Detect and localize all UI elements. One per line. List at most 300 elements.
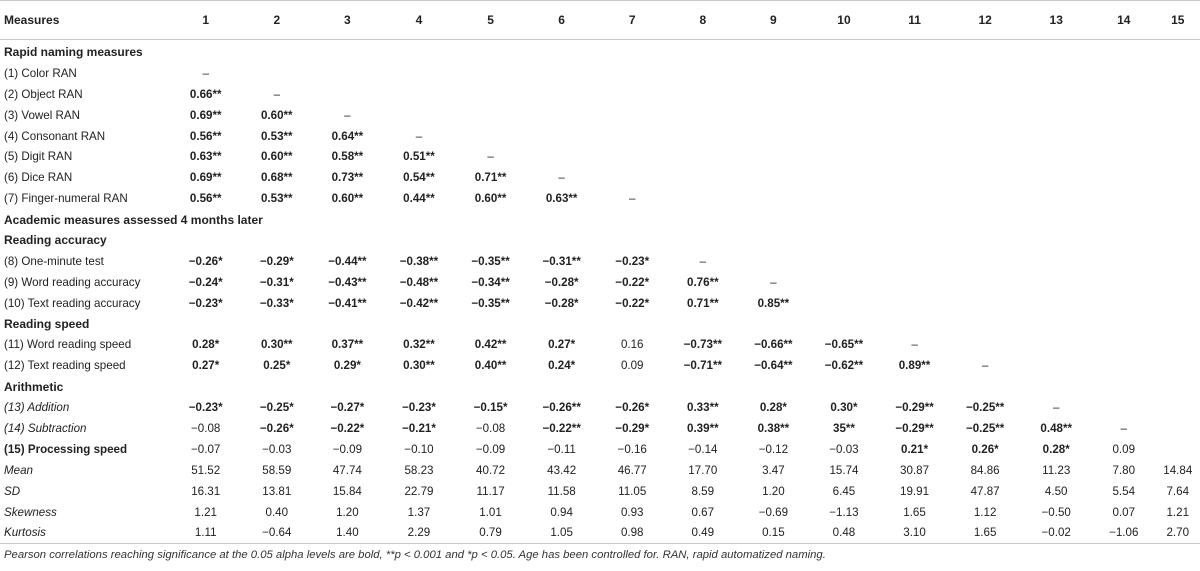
table-cell	[597, 63, 668, 84]
section-title: Reading accuracy	[4, 233, 107, 248]
stat-cell: −1.06	[1092, 522, 1156, 543]
stat-cell: 46.77	[617, 463, 647, 477]
stat-cell: 6.45	[832, 484, 856, 498]
table-cell: 0.68**	[260, 171, 293, 185]
header-col-2: 2	[242, 1, 312, 40]
table-cell	[738, 167, 809, 188]
table-cell: −0.65**	[824, 338, 864, 352]
table-cell: 0.39**	[687, 421, 719, 435]
table-cell: −0.12	[758, 442, 789, 456]
table-cell	[950, 334, 1021, 355]
table-cell	[950, 63, 1021, 84]
table-cell: −0.26*	[259, 421, 294, 435]
header-col-10: 10	[809, 1, 880, 40]
table-cell: −0.29*	[259, 254, 294, 268]
table-cell: 0.64**	[331, 129, 364, 143]
table-cell: −0.26*	[188, 254, 223, 268]
table-cell	[455, 126, 527, 147]
table-cell: 0.58**	[331, 150, 364, 164]
table-cell: −0.26**	[542, 401, 581, 415]
table-cell	[1092, 105, 1156, 126]
stat-cell: −0.69	[758, 505, 789, 519]
table-row	[0, 167, 1200, 188]
table-cell	[1092, 251, 1156, 272]
table-cell	[383, 105, 455, 126]
section-title: Reading speed	[4, 317, 90, 332]
stat-cell: 2.70	[1156, 522, 1200, 543]
header-col-6: 6	[526, 1, 597, 40]
table-cell	[1092, 355, 1156, 376]
table-cell	[809, 251, 880, 272]
table-cell	[1092, 126, 1156, 147]
table-cell	[1156, 334, 1200, 355]
stat-cell: 7.80	[1112, 463, 1136, 477]
table-cell: −0.25**	[965, 401, 1005, 415]
table-cell	[950, 126, 1021, 147]
table-row	[0, 334, 1200, 355]
table-cell	[597, 167, 668, 188]
stat-cell: 11.05	[618, 484, 647, 498]
stat-cell: 43.42	[547, 463, 577, 477]
table-cell	[1020, 188, 1092, 209]
table-cell: –	[487, 150, 494, 164]
table-cell	[1156, 251, 1200, 272]
stat-cell: 1.11	[169, 522, 242, 543]
table-cell: −0.27*	[330, 401, 365, 415]
table-cell	[1156, 355, 1200, 376]
header-col-13: 13	[1020, 1, 1092, 40]
table-cell	[1020, 126, 1092, 147]
table-cell: 0.89**	[898, 359, 931, 373]
table-row	[0, 63, 1200, 84]
table-cell: 0.56**	[189, 192, 222, 206]
table-cell	[1156, 105, 1200, 126]
table-cell: −0.03	[262, 442, 292, 456]
table-cell: −0.22*	[615, 296, 650, 310]
table-cell	[1020, 293, 1092, 314]
table-cell	[668, 167, 739, 188]
table-cell	[1156, 84, 1200, 105]
table-cell	[1156, 146, 1200, 167]
table-cell	[738, 126, 809, 147]
table-cell: −0.15*	[473, 401, 508, 415]
table-cell: 0.54**	[403, 171, 435, 185]
table-cell: 0.37**	[331, 338, 364, 352]
table-cell: 0.63**	[189, 150, 222, 164]
table-cell: −0.29**	[895, 401, 934, 415]
stat-cell: 51.52	[191, 463, 221, 477]
stat-cell: 1.65	[903, 505, 926, 519]
table-cell	[809, 105, 880, 126]
table-cell: 0.44**	[403, 192, 435, 206]
stat-cell: 1.37	[407, 505, 431, 519]
stat-cell: 1.01	[479, 505, 502, 519]
row-label: (15) Processing speed	[4, 442, 128, 456]
stat-label: Skewness	[4, 505, 57, 519]
table-cell	[526, 63, 597, 84]
stat-cell: 0.98	[597, 522, 668, 543]
table-cell: −0.42**	[399, 296, 439, 310]
table-cell: −0.48**	[399, 275, 439, 289]
table-cell	[1092, 188, 1156, 209]
table-cell: −0.08	[191, 421, 221, 435]
table-cell: 0.28*	[1042, 442, 1070, 456]
table-cell	[809, 126, 880, 147]
row-label: (8) One-minute test	[4, 254, 104, 268]
table-cell	[809, 272, 880, 293]
table-cell: −0.29*	[615, 421, 650, 435]
table-cell	[738, 146, 809, 167]
table-cell	[950, 84, 1021, 105]
table-cell	[1092, 84, 1156, 105]
table-cell: 0.30**	[403, 359, 435, 373]
stat-cell: −0.64	[242, 522, 312, 543]
table-cell: −0.28*	[544, 275, 579, 289]
table-cell	[1020, 146, 1092, 167]
stat-cell: 11.23	[1042, 463, 1071, 477]
table-cell: −0.29**	[895, 421, 934, 435]
table-cell	[1156, 63, 1200, 84]
stat-row	[0, 481, 1200, 502]
stat-cell: 11.58	[547, 484, 576, 498]
table-cell: −0.07	[191, 442, 221, 456]
table-cell: 0.09	[1112, 442, 1136, 456]
table-cell: −0.38**	[399, 254, 439, 268]
table-cell	[455, 84, 527, 105]
table-cell	[526, 126, 597, 147]
stat-cell: 2.29	[383, 522, 455, 543]
stat-cell: 1.05	[526, 522, 597, 543]
table-cell	[879, 63, 950, 84]
table-header	[0, 1, 1200, 40]
table-cell	[668, 188, 739, 209]
header-col-1: 1	[169, 1, 242, 40]
stat-cell: 0.15	[738, 522, 809, 543]
table-cell: 0.66**	[189, 87, 222, 101]
table-cell: −0.24*	[188, 275, 223, 289]
stat-cell: 7.64	[1166, 484, 1190, 498]
table-cell: −0.22*	[330, 421, 365, 435]
table-cell: −0.62**	[824, 359, 864, 373]
table-cell	[950, 167, 1021, 188]
stat-cell: 19.91	[900, 484, 930, 498]
stat-cell: 0.67	[691, 505, 715, 519]
table-cell: −0.31*	[259, 275, 294, 289]
stat-cell: 1.21	[194, 505, 217, 519]
table-cell: −0.09	[475, 442, 506, 456]
table-cell: 0.60**	[474, 192, 507, 206]
stat-cell: 5.54	[1112, 484, 1136, 498]
header-col-8: 8	[668, 1, 739, 40]
table-cell: −0.23*	[402, 401, 436, 415]
table-cell: −0.23*	[615, 254, 650, 268]
table-cell	[1020, 167, 1092, 188]
table-cell: −0.21*	[402, 421, 436, 435]
table-cell	[738, 105, 809, 126]
table-cell: 0.40**	[474, 359, 507, 373]
table-cell	[597, 84, 668, 105]
table-cell: –	[202, 66, 209, 80]
table-cell: −0.43**	[328, 275, 367, 289]
table-row	[0, 272, 1200, 293]
table-cell	[950, 272, 1021, 293]
table-cell	[879, 251, 950, 272]
table-cell	[1020, 84, 1092, 105]
stat-cell: 3.10	[879, 522, 950, 543]
table-cell: –	[770, 275, 777, 289]
table-cell: −0.66**	[754, 338, 793, 352]
stat-cell: 30.87	[900, 463, 930, 477]
table-row	[0, 418, 1200, 439]
stat-cell: 22.79	[404, 484, 434, 498]
table-cell	[455, 105, 527, 126]
table-cell: –	[981, 359, 989, 373]
stat-cell: 0.49	[668, 522, 739, 543]
table-cell	[738, 63, 809, 84]
table-cell	[383, 63, 455, 84]
table-cell: −0.41**	[328, 296, 367, 310]
table-cell: −0.10	[404, 442, 434, 456]
table-cell: –	[911, 338, 918, 352]
header-col-14: 14	[1092, 1, 1156, 40]
table-cell	[668, 84, 739, 105]
table-cell	[1020, 334, 1092, 355]
table-row	[0, 84, 1200, 105]
table-cell: −0.08	[475, 421, 506, 435]
header-col-4: 4	[383, 1, 455, 40]
table-cell: 0.29*	[333, 359, 361, 373]
table-cell: −0.31**	[542, 254, 581, 268]
stat-cell: 0.48	[809, 522, 880, 543]
table-cell	[1020, 355, 1092, 376]
section-title: Rapid naming measures	[4, 45, 143, 60]
table-cell	[809, 167, 880, 188]
table-row	[0, 188, 1200, 209]
stat-cell: 8.59	[691, 484, 715, 498]
stat-cell: 14.84	[1163, 463, 1193, 477]
table-cell: 0.60**	[260, 108, 293, 122]
stat-cell: 3.47	[762, 463, 785, 477]
header-col-9: 9	[738, 1, 809, 40]
table-cell: 0.25*	[263, 359, 291, 373]
table-cell	[1156, 188, 1200, 209]
table-cell	[879, 84, 950, 105]
table-cell: 0.16	[620, 338, 644, 352]
stat-cell: 17.70	[688, 463, 718, 477]
table-cell: 0.09	[620, 359, 644, 373]
stat-label: SD	[4, 484, 21, 498]
table-cell	[597, 126, 668, 147]
table-cell	[738, 188, 809, 209]
table-row	[0, 355, 1200, 376]
table-cell: 0.76**	[687, 275, 719, 289]
table-cell: −0.26*	[615, 401, 650, 415]
section-row	[0, 209, 1200, 230]
stat-cell: 0.40	[265, 505, 289, 519]
row-label: (5) Digit RAN	[4, 150, 73, 164]
row-label: (1) Color RAN	[4, 66, 77, 80]
table-cell: 0.71**	[687, 296, 719, 310]
table-cell	[526, 105, 597, 126]
stat-cell: 58.59	[262, 463, 292, 477]
table-cell	[668, 146, 739, 167]
table-cell	[312, 84, 384, 105]
table-cell: −0.25*	[259, 401, 294, 415]
header-measures: Measures	[0, 1, 169, 40]
table-cell	[1156, 418, 1200, 439]
table-cell	[668, 126, 739, 147]
table-cell	[879, 167, 950, 188]
table-cell	[1092, 63, 1156, 84]
table-cell: 0.60**	[260, 150, 293, 164]
stat-cell: 4.50	[1044, 484, 1068, 498]
table-cell: 0.53**	[260, 192, 293, 206]
table-body	[0, 40, 1200, 544]
table-cell	[455, 63, 527, 84]
table-cell	[1156, 167, 1200, 188]
table-row	[0, 293, 1200, 314]
row-label: (6) Dice RAN	[4, 171, 73, 185]
stat-cell: −0.02	[1020, 522, 1092, 543]
table-cell	[1156, 293, 1200, 314]
stat-label: Kurtosis	[0, 522, 169, 543]
table-cell: −0.34**	[471, 275, 510, 289]
header-col-3: 3	[312, 1, 384, 40]
stat-cell: 47.74	[332, 463, 362, 477]
table-cell	[809, 84, 880, 105]
stat-cell: 13.81	[262, 484, 292, 498]
row-label: (7) Finger-numeral RAN	[4, 192, 128, 206]
table-cell: 0.63**	[545, 192, 578, 206]
table-cell: −0.09	[332, 442, 363, 456]
table-cell	[1020, 63, 1092, 84]
table-footnote: Pearson correlations reaching significance at the 0.05 alpha levels are bold, **p < 0.001 and *p < 0.05. Age has been controlled for. RAN, rapid automatized naming.	[4, 549, 826, 561]
table-cell: 0.69**	[189, 171, 222, 185]
table-cell: 0.30**	[260, 338, 293, 352]
stat-cell: 15.84	[332, 484, 362, 498]
table-cell	[879, 105, 950, 126]
table-cell	[526, 84, 597, 105]
table-cell: –	[1052, 401, 1060, 415]
table-cell	[383, 84, 455, 105]
table-cell: 0.51**	[403, 150, 435, 164]
stat-cell: −1.13	[829, 505, 859, 519]
table-cell: 0.69**	[189, 108, 222, 122]
table-cell: −0.35**	[471, 296, 510, 310]
table-cell	[950, 293, 1021, 314]
table-cell	[312, 63, 384, 84]
table-cell	[809, 293, 880, 314]
table-cell: 0.73**	[331, 171, 364, 185]
table-cell	[1020, 272, 1092, 293]
table-cell: 0.27*	[192, 359, 220, 373]
header-col-12: 12	[950, 1, 1021, 40]
table-cell: 35**	[833, 421, 855, 435]
stat-cell: 58.23	[404, 463, 434, 477]
row-label: (9) Word reading accuracy	[4, 275, 141, 289]
stat-cell: 1.40	[312, 522, 384, 543]
table-cell	[879, 188, 950, 209]
table-cell	[1156, 126, 1200, 147]
stat-label: Mean	[4, 463, 34, 477]
table-cell	[1020, 251, 1092, 272]
table-cell: 0.85**	[757, 296, 790, 310]
table-cell: −0.35**	[471, 254, 510, 268]
table-cell: 0.48**	[1040, 421, 1072, 435]
header-col-11: 11	[879, 1, 950, 40]
stat-cell: 15.74	[829, 463, 859, 477]
table-cell	[597, 146, 668, 167]
stat-cell: −0.50	[1041, 505, 1071, 519]
section-row	[0, 314, 1200, 335]
table-cell: 0.24*	[548, 359, 576, 373]
table-cell: −0.28*	[544, 296, 579, 310]
table-cell: −0.22**	[542, 421, 581, 435]
table-cell	[1020, 105, 1092, 126]
table-cell: 0.28*	[759, 401, 787, 415]
table-cell	[1092, 397, 1156, 418]
section-title: Academic measures assessed 4 months later	[4, 212, 263, 227]
table-cell: –	[1120, 421, 1127, 435]
table-cell: −0.33*	[259, 296, 294, 310]
table-cell	[1156, 439, 1200, 460]
table-cell	[879, 126, 950, 147]
stat-cell: 1.12	[973, 505, 997, 519]
table-cell: 0.33**	[687, 401, 719, 415]
header-col-7: 7	[597, 1, 668, 40]
stat-row	[0, 502, 1200, 523]
table-cell: 0.27*	[548, 338, 576, 352]
table-cell: −0.44**	[328, 254, 367, 268]
table-cell: 0.56**	[189, 129, 222, 143]
stat-cell: 1.21	[1166, 505, 1190, 519]
table-cell: −0.16	[617, 442, 647, 456]
stat-cell: 11.17	[476, 484, 505, 498]
stat-cell: 40.72	[476, 463, 506, 477]
row-label: (4) Consonant RAN	[4, 129, 106, 143]
table-cell: 0.60**	[331, 192, 364, 206]
table-cell: −0.73**	[683, 338, 722, 352]
table-cell: 0.53**	[260, 129, 293, 143]
row-label: (2) Object RAN	[4, 87, 83, 101]
table-cell	[738, 251, 809, 272]
table-cell	[950, 146, 1021, 167]
section-row	[0, 230, 1200, 251]
table-row	[0, 105, 1200, 126]
table-cell	[950, 188, 1021, 209]
table-cell	[1156, 272, 1200, 293]
table-cell: –	[699, 254, 707, 268]
row-label: (14) Subtraction	[4, 421, 87, 435]
row-label: (11) Word reading speed	[4, 338, 132, 352]
table-cell: 0.30*	[830, 401, 858, 415]
table-cell: –	[558, 171, 565, 185]
stat-cell: 84.86	[970, 463, 1000, 477]
table-cell: −0.22*	[615, 275, 650, 289]
stat-cell: 16.31	[191, 484, 221, 498]
section-row	[0, 40, 1200, 63]
table-cell: –	[629, 192, 636, 206]
table-cell: −0.25**	[965, 421, 1005, 435]
stat-row	[0, 522, 1200, 543]
table-cell: –	[344, 108, 351, 122]
table-cell	[1092, 146, 1156, 167]
table-row	[0, 397, 1200, 418]
section-title: Arithmetic	[4, 379, 64, 394]
stat-cell: 1.20	[336, 505, 359, 519]
table-cell: −0.71**	[683, 359, 722, 373]
row-label: (3) Vowel RAN	[4, 108, 81, 122]
